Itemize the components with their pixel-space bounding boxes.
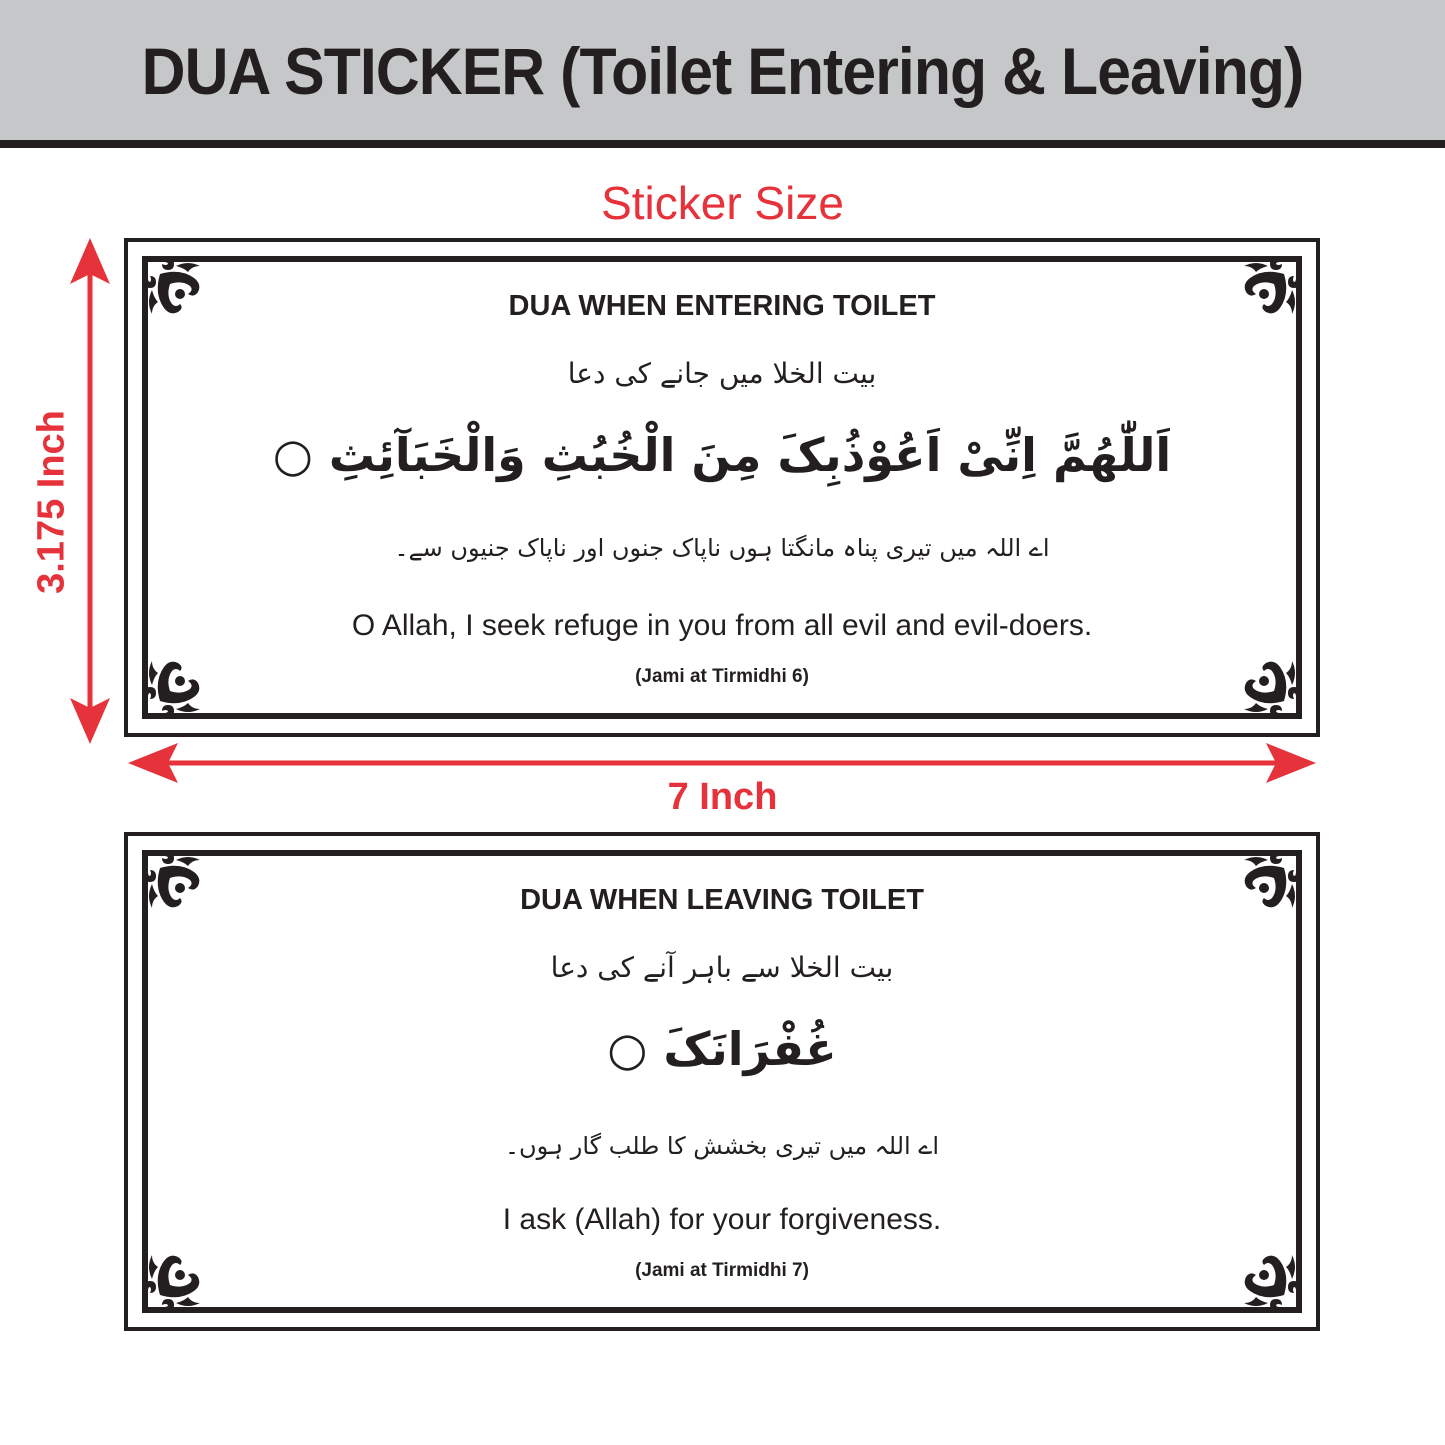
english-translation: O Allah, I seek refuge in you from all evil and evil-doers.	[351, 609, 1093, 642]
width-label: 7 Inch	[667, 776, 778, 818]
page-title: DUA STICKER (Toilet Entering & Leaving)	[141, 34, 1304, 108]
sticker-size-label: Sticker Size	[601, 177, 844, 229]
hadith-reference: (Jami at Tirmidhi 7)	[635, 1260, 809, 1281]
hadith-reference: (Jami at Tirmidhi 6)	[635, 666, 809, 687]
sticker-entering	[124, 238, 1320, 737]
height-label	[27, 402, 77, 602]
urdu-heading: بیت الخلا سے باہر آنے کی دعا	[550, 951, 894, 984]
urdu-translation: اے اللہ میں تیری بخشش کا طلب گار ہوں۔	[504, 1132, 940, 1160]
sticker-leaving	[124, 832, 1320, 1331]
sticker-title: DUA WHEN ENTERING TOILET	[508, 290, 936, 322]
height-value: 3.175 Inch	[30, 410, 73, 594]
english-translation: I ask (Allah) for your forgiveness.	[502, 1203, 942, 1236]
arabic-dua: غُفْرَانَکَ ○	[607, 1022, 837, 1076]
sticker-title: DUA WHEN LEAVING TOILET	[520, 884, 924, 916]
header-banner	[0, 0, 1445, 148]
arabic-dua: اَللّٰھُمَّ اِنِّیْ اَعُوْذُبِکَ مِنَ الْخُبُثِ وَالْخَبَآئِثِ ○	[272, 428, 1172, 482]
urdu-heading: بیت الخلا میں جانے کی دعا	[567, 357, 877, 390]
urdu-translation: اے اللہ میں تیری پناہ مانگتا ہوں ناپاک جنوں اور ناپاک جنیوں سے۔	[394, 534, 1050, 562]
